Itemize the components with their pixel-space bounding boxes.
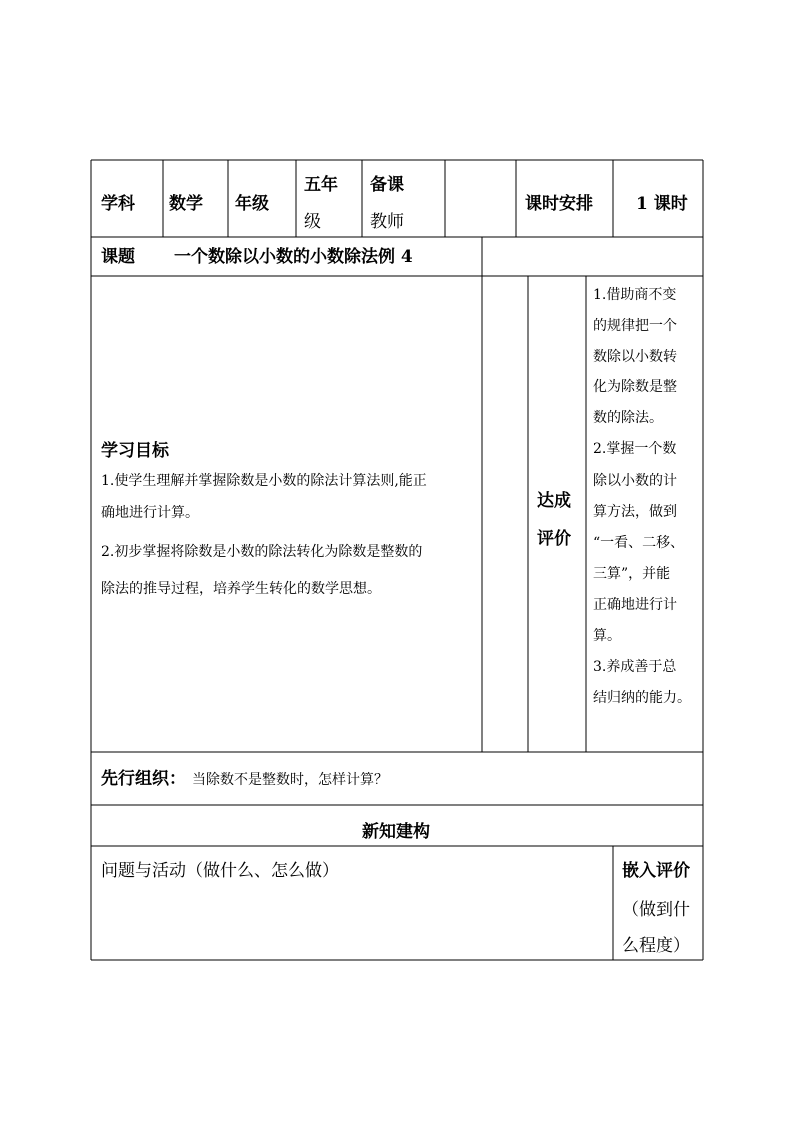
assessment-line: 正确地进行计: [593, 597, 677, 613]
assessment-line: 3.养成善于总: [593, 659, 677, 675]
subject-label: 学科: [101, 194, 135, 214]
objective-1-line2: 确地进行计算。: [101, 505, 199, 521]
objectives-heading: 学习目标: [101, 441, 169, 461]
objective-2-line1: 2.初步掌握将除数是小数的除法转化为除数是整数的: [101, 544, 423, 560]
embed-eval-label: 嵌入评价: [622, 861, 690, 881]
teacher-label-line2: 教师: [370, 212, 404, 232]
assessment-line: 算。: [593, 628, 621, 644]
topic-label: 课题: [101, 247, 135, 267]
assessment-line: 数除以小数转: [593, 349, 677, 365]
advance-question: 当除数不是整数时，怎样计算？: [192, 772, 388, 788]
assessment-line: 算方法，做到: [593, 504, 677, 520]
assessment-line: 1.借助商不变: [593, 287, 677, 303]
assessment-label-line2: 评价: [537, 529, 571, 549]
objective-1-line1: 1.使学生理解并掌握除数是小数的除法计算法则,能正: [101, 473, 427, 489]
grade-value-line2: 级: [304, 212, 321, 232]
schedule-value: 1 课时: [636, 194, 688, 214]
assessment-line: “一看、二移、: [593, 535, 685, 551]
schedule-label: 课时安排: [525, 194, 593, 214]
teacher-label-line1: 备课: [370, 175, 404, 195]
assessment-line: 的规律把一个: [593, 318, 677, 334]
assessment-line: 三算”，并能: [593, 566, 671, 582]
grade-label: 年级: [235, 194, 269, 214]
embed-eval-sub-line1: （做到什: [622, 900, 690, 920]
assessment-label-line1: 达成: [537, 491, 571, 511]
advance-label: 先行组织：: [101, 769, 186, 789]
assessment-line: 2.掌握一个数: [593, 441, 677, 457]
embed-eval-sub-line2: 么程度）: [622, 936, 690, 956]
new-knowledge-title: 新知建构: [362, 822, 430, 842]
activities-label: 问题与活动（做什么、怎么做）: [101, 861, 339, 881]
topic-value: 一个数除以小数的小数除法例 4: [174, 247, 413, 267]
assessment-line: 化为除数是整: [593, 379, 677, 395]
assessment-line: 结归纳的能力。: [593, 690, 691, 706]
grade-value-line1: 五年: [304, 175, 338, 195]
assessment-line: 数的除法。: [593, 410, 663, 426]
subject-value: 数学: [169, 194, 203, 214]
objective-2-line2: 除法的推导过程，培养学生转化的数学思想。: [101, 581, 381, 597]
assessment-line: 除以小数的计: [593, 473, 677, 489]
